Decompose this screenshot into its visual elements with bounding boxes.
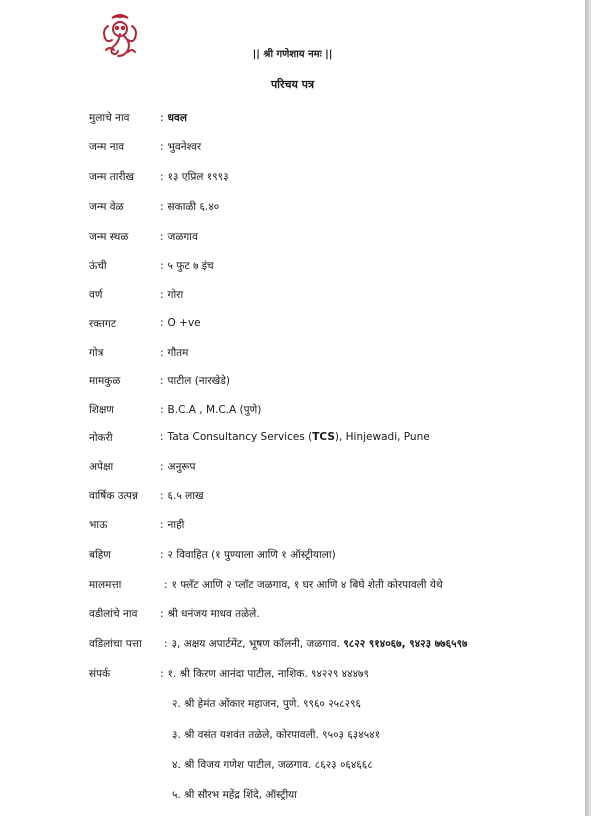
field-value: जळगाव <box>167 231 198 243</box>
field-value: नाही <box>167 519 185 531</box>
field-label: वर्ण <box>89 289 103 301</box>
field-label: भाऊ <box>89 519 108 531</box>
field-value: सकाळी ६.४० <box>167 201 220 213</box>
field-value: धवल <box>167 112 187 124</box>
field-value: ३, अक्षय अपार्टमेंट, भूषण कॉलनी, जळगाव. <box>171 638 344 650</box>
page-edge <box>585 0 591 816</box>
field-value: ६.५ लाख <box>167 490 204 502</box>
field-value: अनुरूप <box>167 461 196 473</box>
field-value-company: TCS <box>312 431 335 443</box>
field-label: रक्तगट <box>89 318 117 330</box>
field-label: मुलाचे नाव <box>89 112 130 124</box>
field-value: १३ एप्रिल १९९३ <box>167 171 229 183</box>
field-value: O +ve <box>167 317 201 329</box>
contact-item: २. श्री हेमंत ओंकार महाजन, पुणे. ९९६० २५८२९६ <box>172 698 361 710</box>
field-value: पाटील (नारखेडे) <box>167 375 230 387</box>
field-value: Tata Consultancy Services ( <box>167 431 313 443</box>
field-label: जन्म नाव <box>89 141 125 153</box>
invocation-line: || श्री गणेशाय नमः || <box>252 49 333 60</box>
document-page: || श्री गणेशाय नमः || परिचय पत्र मुलाचे नाव : धवल जन्म नाव : भुवनेश्वर जन्म तारीख : १३ एप्रिल १९९३ जन्म वेळ : सकाळी ६.४० जन्म स्थळ : जळगाव ऊंची : ५ फुट ७ इंच वर्ण : गोरा रक्तगट : O +ve गोत्र : गौतम मामकुळ : पाटील (नारखेडे) शिक्षण : B.C.A , M.C.A (पुणे) नोकरी : Tata Consultancy Services (TCS), Hinjewadi, Pune अपेक्षा : अनुरूप वार्षिक उत्पन्न : ६.५ लाख भाऊ : नाही बहिण : २ विवाहित (१ पुण्याला आणि १ ऑस्ट्रीयाला) मालमत्ता : १ फ्लॅट आणि २ प्लॉट जळगाव, १ घर आणि ४ बिघे शेती कोरपावली येथे वडीलांचे नाव : श्री धनंजय माधव तळेले. वडिलांचा पत्ता : ३, अक्षय अपार्टमेंट, भूषण कॉलनी, जळगाव. ९८२२ ९१४०६७, ९४२३ ७७६५९७ संपर्क : १. श्री किरण आनंदा पाटील, नाशिक. ९४२२९ ४४४७९ २. श्री हेमंत ओंकार महाजन, पुणे. ९९६० २५८२९६ ३. श्री वसंत यशवंत तळेले, कोरपावली. ९५०३ ६३४५४१ ४. श्री विजय गणेश पाटील, जळगाव. ८६२३ ०६४६६८ ५. श्री सौरभ महेंद्र शिंदे, ऑस्ट्रीया <box>0 0 585 816</box>
contact-item: ४. श्री विजय गणेश पाटील, जळगाव. ८६२३ ०६४६६८ <box>172 759 373 771</box>
contact-item: ३. श्री वसंत यशवंत तळेले, कोरपावली. ९५०३ ६३४५४१ <box>172 729 381 741</box>
field-label: नोकरी <box>89 432 113 444</box>
field-value: गौतम <box>167 347 189 359</box>
field-value: गोरा <box>167 289 184 301</box>
field-label: जन्म वेळ <box>89 201 124 213</box>
field-label: मालमत्ता <box>89 579 122 591</box>
field-value: श्री धनंजय माधव तळेले. <box>167 608 260 620</box>
field-label: वडीलांचे नाव <box>89 608 138 620</box>
field-value: ५ फुट ७ इंच <box>167 260 214 272</box>
field-label: वार्षिक उत्पन्न <box>89 490 138 502</box>
field-value: २ विवाहित (१ पुण्याला आणि १ ऑस्ट्रीयाला) <box>167 549 336 561</box>
field-value: १ फ्लॅट आणि २ प्लॉट जळगाव, १ घर आणि ४ बिघे शेती कोरपावली येथे <box>171 579 443 591</box>
field-value: B.C.A , M.C.A (पुणे) <box>167 404 262 416</box>
field-label: गोत्र <box>89 347 104 359</box>
field-label: बहिण <box>89 549 111 561</box>
field-label: मामकुळ <box>89 375 121 387</box>
field-label: संपर्क <box>89 668 111 680</box>
field-label: जन्म स्थळ <box>89 231 129 243</box>
contact-item: ५. श्री सौरभ महेंद्र शिंदे, ऑस्ट्रीया <box>172 789 297 801</box>
field-value-location: ), Hinjewadi, Pune <box>334 431 430 443</box>
field-value: भुवनेश्वर <box>167 141 202 153</box>
field-label: शिक्षण <box>89 404 114 416</box>
field-value-phone: ९८२२ ९१४०६७, ९४२३ ७७६५९७ <box>343 638 468 650</box>
field-label: वडिलांचा पत्ता <box>89 638 142 650</box>
field-value: १. श्री किरण आनंदा पाटील, नाशिक. ९४२२९ ४४४७९ <box>167 668 369 680</box>
field-label: अपेक्षा <box>89 461 114 473</box>
field-label: जन्म तारीख <box>89 171 135 183</box>
document-title: परिचय पत्र <box>270 78 315 91</box>
field-label: ऊंची <box>89 260 107 272</box>
